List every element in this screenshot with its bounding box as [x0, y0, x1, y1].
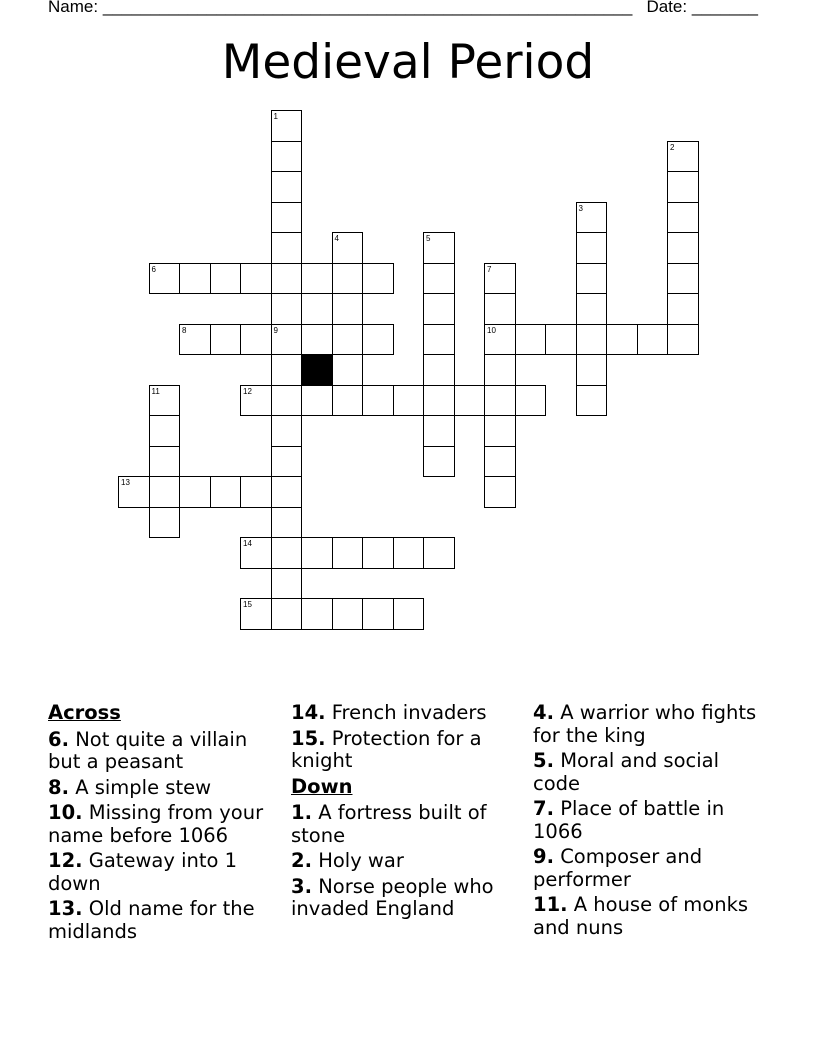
grid-cell[interactable]: [362, 598, 394, 630]
grid-cell[interactable]: [393, 537, 425, 569]
grid-cell[interactable]: [667, 202, 699, 234]
clue-across-12: [48, 850, 283, 895]
clue-column-across: [48, 702, 283, 946]
cell-number: 10: [487, 325, 496, 335]
cell-number: 1: [273, 112, 278, 121]
grid-cell[interactable]: [301, 324, 333, 356]
clue-down-7: [533, 798, 768, 843]
clue-text: Protection for a knight: [291, 726, 482, 772]
grid-cell[interactable]: [484, 293, 516, 325]
clue-number: 11.: [533, 893, 568, 916]
cell-number: 15: [243, 600, 252, 609]
cell-number: 3: [578, 203, 583, 213]
clue-down-5: [533, 750, 768, 795]
grid-cell[interactable]: [240, 476, 272, 508]
grid-cell[interactable]: [149, 446, 181, 478]
grid-cell[interactable]: [332, 385, 364, 417]
grid-cell[interactable]: [667, 293, 699, 325]
cell-number: 9: [273, 325, 278, 335]
clue-text: French invaders: [331, 701, 487, 724]
clue-down-2: [291, 850, 526, 873]
clue-number: 14.: [291, 701, 326, 724]
header-line: [48, 0, 759, 17]
grid-cell[interactable]: [149, 385, 181, 417]
name-blank[interactable]: ________________________________________________________: [102, 0, 633, 16]
grid-cell[interactable]: [271, 293, 303, 325]
grid-cell[interactable]: [484, 324, 516, 356]
grid-cell[interactable]: [271, 568, 303, 600]
grid-cell[interactable]: [149, 263, 181, 295]
grid-cell[interactable]: [240, 324, 272, 356]
clue-text: Moral and social code: [533, 749, 720, 795]
grid-cell[interactable]: [362, 385, 394, 417]
grid-cell[interactable]: [576, 202, 608, 234]
down-heading: Down: [291, 774, 353, 798]
grid-cell[interactable]: [271, 110, 303, 142]
date-label: Date:: [646, 0, 688, 16]
grid-cell[interactable]: [667, 141, 699, 173]
grid-cell[interactable]: [667, 232, 699, 264]
clue-text: Holy war: [318, 849, 404, 872]
grid-cell[interactable]: [423, 293, 455, 325]
grid-cell[interactable]: [301, 385, 333, 417]
grid-cell[interactable]: [179, 476, 211, 508]
clue-down-11: [533, 894, 768, 939]
grid-cell[interactable]: [271, 476, 303, 508]
grid-cell[interactable]: [271, 415, 303, 447]
cell-number: 5: [426, 234, 431, 243]
grid-cell[interactable]: [423, 263, 455, 295]
grid-cell[interactable]: [332, 354, 364, 386]
grid-cell[interactable]: [301, 537, 333, 569]
cell-number: 8: [182, 325, 187, 335]
grid-cell[interactable]: [576, 324, 608, 356]
grid-cell[interactable]: [667, 171, 699, 203]
name-label: Name:: [48, 0, 99, 16]
grid-cell[interactable]: [118, 476, 150, 508]
grid-cell[interactable]: [576, 263, 608, 295]
grid-cell[interactable]: [271, 507, 303, 539]
grid-cell[interactable]: [576, 385, 608, 417]
grid-cell[interactable]: [332, 263, 364, 295]
grid-cell[interactable]: [423, 354, 455, 386]
grid-cell[interactable]: [240, 598, 272, 630]
clue-number: 7.: [533, 797, 554, 820]
clue-text: Not quite a villain but a peasant: [48, 727, 248, 773]
cell-number: 6: [151, 264, 156, 274]
grid-cell[interactable]: [332, 324, 364, 356]
grid-cell[interactable]: [606, 324, 638, 356]
clue-column-down: [533, 702, 768, 942]
clue-down-1: [291, 802, 526, 847]
grid-cell[interactable]: [362, 537, 394, 569]
cell-number: 7: [487, 264, 492, 274]
clue-text: A simple stew: [75, 775, 212, 799]
cell-number: 2: [670, 142, 675, 152]
grid-cell[interactable]: [576, 354, 608, 386]
clue-across-15: [291, 728, 526, 773]
clue-number: 6.: [48, 727, 69, 751]
clue-text: A fortress built of stone: [291, 801, 487, 847]
cell-number: 12: [243, 386, 252, 396]
grid-cell[interactable]: [149, 415, 181, 447]
clue-text: Composer and performer: [533, 845, 703, 891]
grid-cell[interactable]: [271, 171, 303, 203]
grid-cell[interactable]: [667, 263, 699, 295]
clue-down-9: [533, 846, 768, 891]
clue-number: 10.: [48, 801, 83, 824]
clue-down-4: [533, 702, 768, 747]
grid-cell[interactable]: [423, 232, 455, 264]
grid-cell[interactable]: [332, 537, 364, 569]
clue-text: Place of battle in 1066: [533, 797, 725, 843]
grid-cell[interactable]: [149, 476, 181, 508]
clue-number: 15.: [291, 726, 326, 750]
clue-across-6: [48, 729, 283, 774]
grid-cell[interactable]: [271, 324, 303, 356]
grid-cell[interactable]: [454, 385, 486, 417]
clue-across-14: [291, 702, 526, 725]
grid-cell[interactable]: [423, 537, 455, 569]
cell-number: 4: [334, 234, 339, 243]
grid-cell[interactable]: [301, 598, 333, 630]
grid-cell[interactable]: [332, 293, 364, 325]
grid-cell[interactable]: [271, 598, 303, 630]
across-heading: Across: [48, 701, 121, 724]
grid-cell[interactable]: [637, 324, 669, 356]
page-title: Medieval Period: [221, 35, 595, 90]
grid-cell[interactable]: [210, 476, 242, 508]
grid-cell[interactable]: [423, 324, 455, 356]
clue-number: 12.: [48, 849, 83, 872]
grid-cell[interactable]: [240, 537, 272, 569]
date-blank[interactable]: _______: [691, 0, 759, 16]
clue-across-13: [48, 898, 283, 943]
grid-cell[interactable]: [423, 385, 455, 417]
grid-cell[interactable]: [271, 354, 303, 386]
grid-cell[interactable]: [271, 232, 303, 264]
grid-cell[interactable]: [576, 232, 608, 264]
grid-cell[interactable]: [332, 232, 364, 264]
clue-text: Old name for the midlands: [48, 897, 255, 943]
clue-number: 2.: [291, 849, 312, 872]
grid-cell[interactable]: [362, 263, 394, 295]
grid-cell[interactable]: [515, 385, 547, 417]
grid-cell[interactable]: [240, 263, 272, 295]
clue-text: A warrior who fights for the king: [533, 701, 757, 747]
clue-text: Gateway into 1 down: [48, 849, 238, 895]
clue-across-10: [48, 802, 283, 847]
grid-cell[interactable]: [240, 385, 272, 417]
grid-cell[interactable]: [332, 598, 364, 630]
clue-number: 5.: [533, 749, 554, 772]
clue-across-8: [48, 777, 283, 800]
clue-number: 4.: [533, 701, 554, 724]
grid-cell[interactable]: [484, 476, 516, 508]
grid-cell[interactable]: [271, 446, 303, 478]
cell-number: 11: [151, 386, 160, 396]
grid-cell[interactable]: [210, 324, 242, 356]
grid-cell[interactable]: [271, 141, 303, 173]
clue-number: 1.: [291, 801, 312, 824]
clue-number: 3.: [291, 874, 312, 898]
grid-cell[interactable]: [271, 537, 303, 569]
grid-cell[interactable]: [301, 263, 333, 295]
grid-cell[interactable]: [271, 385, 303, 417]
clue-down-3: [291, 876, 526, 921]
grid-block: [301, 354, 333, 386]
grid-cell[interactable]: [179, 263, 211, 295]
grid-cell[interactable]: [484, 415, 516, 447]
grid-cell[interactable]: [149, 507, 181, 539]
clue-text: Norse people who invaded England: [291, 874, 494, 920]
grid-cell[interactable]: [271, 202, 303, 234]
grid-cell[interactable]: [667, 324, 699, 356]
grid-cell[interactable]: [484, 385, 516, 417]
grid-cell[interactable]: [576, 293, 608, 325]
clue-number: 9.: [533, 845, 554, 868]
grid-cell[interactable]: [210, 263, 242, 295]
cell-number: 14: [243, 539, 252, 548]
grid-cell[interactable]: [362, 324, 394, 356]
grid-cell[interactable]: [484, 263, 516, 295]
clue-number: 13.: [48, 897, 83, 920]
grid-cell[interactable]: [271, 263, 303, 295]
clue-column-middle: [291, 702, 526, 924]
grid-cell[interactable]: [393, 385, 425, 417]
grid-cell[interactable]: [423, 446, 455, 478]
clue-text: A house of monks and nuns: [533, 893, 749, 939]
grid-cell[interactable]: [423, 415, 455, 447]
grid-cell[interactable]: [484, 354, 516, 386]
cell-number: 13: [121, 478, 130, 487]
clue-text: Missing from your name before 1066: [48, 801, 264, 847]
grid-cell[interactable]: [484, 446, 516, 478]
grid-cell[interactable]: [515, 324, 547, 356]
grid-cell[interactable]: [393, 598, 425, 630]
grid-cell[interactable]: [179, 324, 211, 356]
grid-cell[interactable]: [545, 324, 577, 356]
clue-number: 8.: [48, 775, 69, 799]
